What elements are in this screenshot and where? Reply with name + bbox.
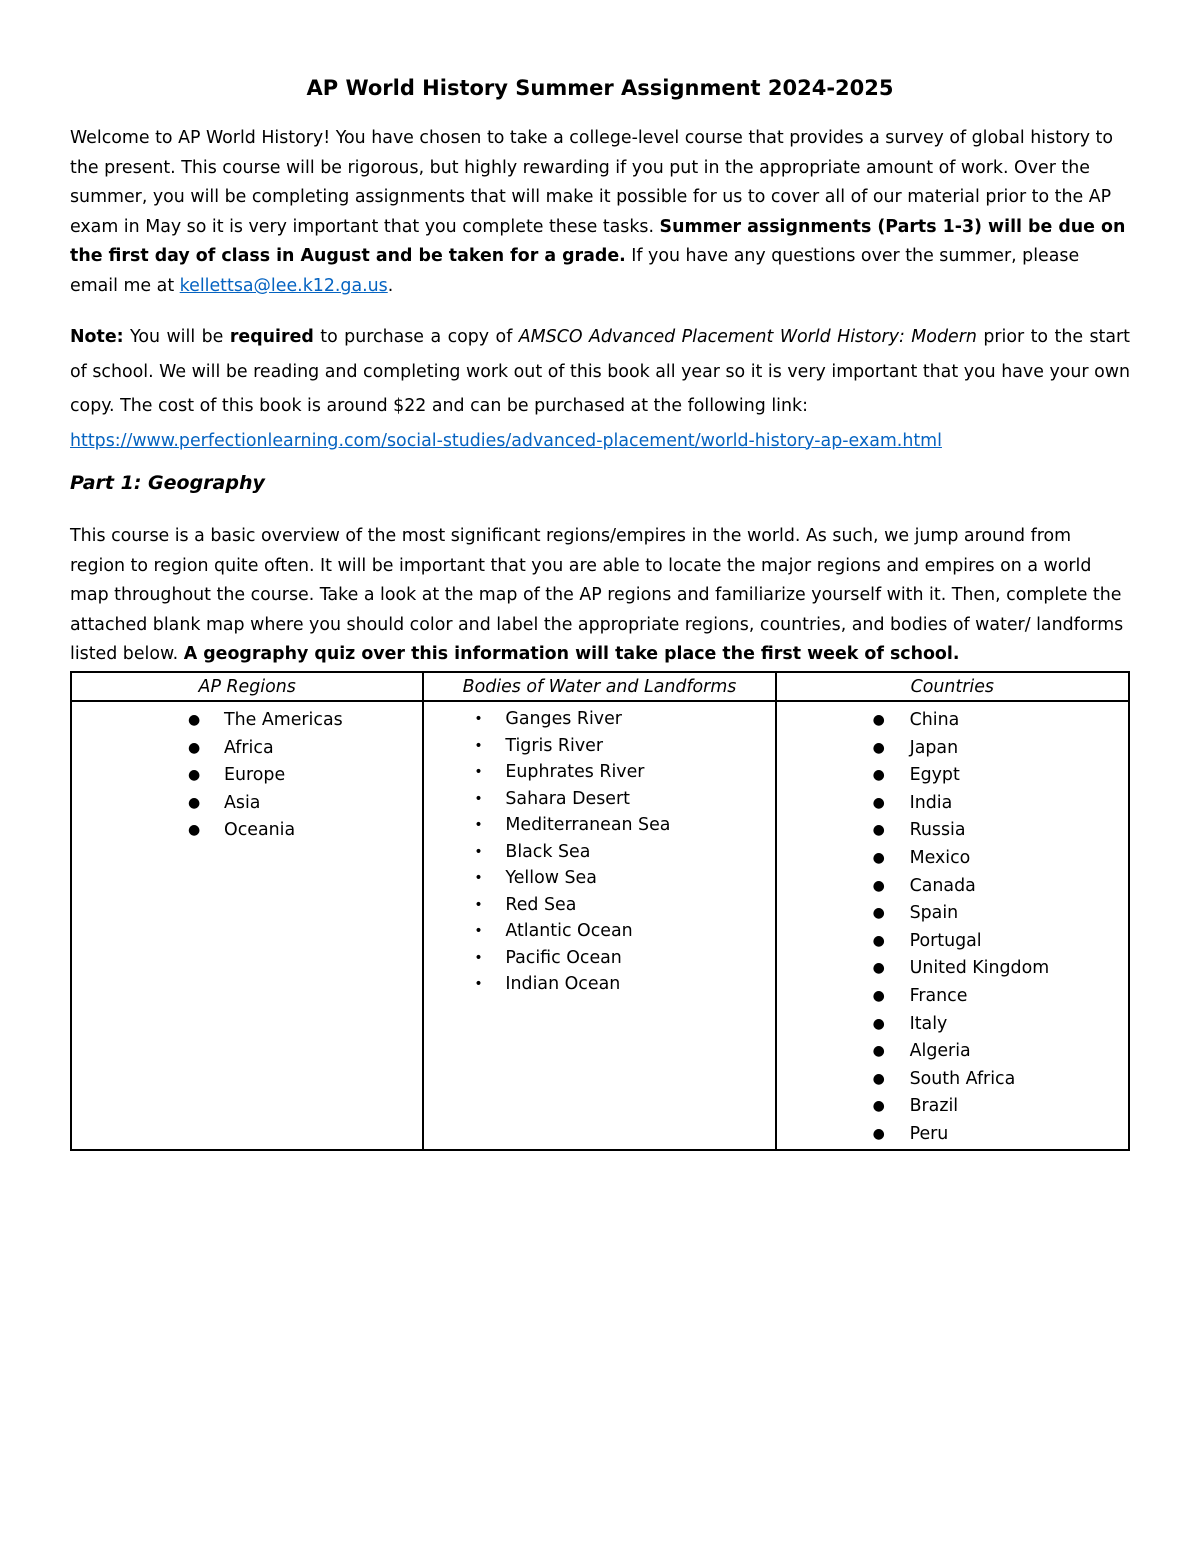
list-item	[777, 762, 1128, 790]
intro-text-1: Welcome to AP World History! You have chosen to take a college-level course that provides a survey of global history to the present. This course will be rigorous, but highly rewarding if you put in the appropriate amount of work. Over the summer, you will be completing assignments that will make it possible for us to cover all of our material prior to the AP exam in May so it is very important that you complete these tasks.	[70, 128, 1114, 237]
list-item	[424, 945, 774, 972]
regions-cell	[71, 701, 423, 1150]
list-item	[424, 839, 774, 866]
countries-cell	[776, 701, 1129, 1150]
geography-table	[70, 671, 1130, 1151]
note-book-title: AMSCO Advanced Placement World History: Modern	[518, 327, 977, 347]
note-required: required	[229, 327, 314, 347]
bullet-icon: •	[474, 817, 483, 833]
bullet-icon: •	[474, 976, 483, 992]
list-item	[777, 928, 1128, 956]
list-item	[777, 900, 1128, 928]
bullet-icon: ●	[872, 712, 885, 728]
list-item	[777, 1066, 1128, 1094]
list-item	[72, 735, 422, 763]
list-item-label: Africa	[224, 737, 274, 758]
list-item-label: Atlantic Ocean	[505, 921, 633, 941]
header-ap-regions: AP Regions	[71, 672, 423, 701]
intro-text-3: .	[387, 275, 394, 296]
list-item	[777, 873, 1128, 901]
part1-text: This course is a basic overview of the most significant regions/empires in the world. As such, we jump around from region to region quite often. It will be important that you are able to locate the major regions and empires on a world map throughout the course. Take a look at the map of the AP regions and familiarize yourself with it. Then, complete the attached blank map where you should color and label the appropriate regions, countries, and bodies of water/ landforms listed below.	[70, 526, 1124, 665]
list-item-label: Egypt	[909, 765, 960, 786]
note-text-2: to purchase a copy of	[313, 327, 519, 347]
note-paragraph	[70, 320, 1130, 458]
list-item	[424, 812, 774, 839]
list-item-label: Euphrates River	[505, 762, 645, 782]
bullet-icon: ●	[872, 877, 885, 894]
list-item	[777, 1093, 1128, 1121]
bullet-icon: •	[474, 870, 483, 886]
list-item-label: Brazil	[909, 1096, 959, 1117]
bullet-icon: ●	[872, 739, 885, 756]
bullet-icon: ●	[872, 987, 885, 1004]
header-countries: Countries	[776, 672, 1129, 701]
list-item	[777, 817, 1128, 845]
list-item-label: France	[909, 985, 968, 1006]
page-title: AP World History Summer Assignment 2024-2025	[306, 76, 894, 100]
bullet-icon: ●	[188, 739, 201, 756]
note-text-1: You will be	[123, 327, 230, 347]
list-item	[424, 786, 774, 813]
bullet-icon: ●	[872, 849, 885, 866]
part1-quiz-bold: A geography quiz over this information will take place the first week of school.	[183, 644, 960, 665]
list-item-label: India	[909, 792, 953, 813]
list-item	[777, 1038, 1128, 1066]
part1-paragraph	[70, 522, 1130, 670]
list-item-label: Black Sea	[505, 841, 591, 862]
list-item-label: The Americas	[224, 710, 343, 730]
book-purchase-link[interactable]: https://www.perfectionlearning.com/social-studies/advanced-placement/world-history-ap-exam.html	[70, 430, 942, 451]
bullet-icon: ●	[872, 905, 885, 922]
list-item-label: United Kingdom	[909, 958, 1050, 979]
list-item	[777, 735, 1128, 763]
list-item-label: Russia	[909, 820, 966, 841]
list-item-label: Mediterranean Sea	[505, 815, 671, 835]
list-item	[72, 762, 422, 790]
list-item-label: Europe	[224, 765, 286, 786]
bullet-icon: ●	[872, 767, 885, 784]
bullet-icon: •	[474, 843, 483, 860]
list-item	[777, 955, 1128, 983]
header-bodies-of-water: Bodies of Water and Landforms	[423, 672, 775, 701]
water-cell	[423, 701, 775, 1150]
list-item	[777, 845, 1128, 873]
list-item-label: Asia	[224, 792, 261, 813]
bullet-icon: •	[474, 711, 483, 727]
list-item-label: Italy	[909, 1013, 948, 1034]
bullet-icon: ●	[188, 794, 201, 811]
bullet-icon: •	[474, 949, 483, 966]
regions-list	[72, 702, 422, 845]
bullet-icon: ●	[872, 822, 885, 839]
bullet-icon: •	[474, 923, 483, 939]
list-item	[424, 918, 774, 945]
list-item-label: Mexico	[909, 847, 971, 868]
email-link[interactable]: kellettsa@lee.k12.ga.us	[179, 275, 388, 296]
bullet-icon: ●	[188, 822, 201, 839]
list-item-label: Algeria	[909, 1041, 971, 1062]
water-list	[424, 702, 774, 998]
list-item-label: South Africa	[909, 1068, 1016, 1089]
list-item-label: Japan	[909, 737, 959, 758]
note-label: Note:	[70, 327, 124, 347]
list-item	[424, 971, 774, 998]
list-item	[777, 707, 1128, 735]
bullet-icon: ●	[872, 1015, 885, 1032]
bullet-icon: •	[474, 764, 483, 780]
bullet-icon: ●	[872, 1125, 885, 1142]
bullet-icon: ●	[188, 712, 201, 728]
list-item-label: Indian Ocean	[505, 974, 621, 994]
intro-paragraph	[70, 124, 1130, 302]
list-item-label: Sahara Desert	[505, 788, 630, 809]
list-item	[72, 817, 422, 845]
countries-list	[777, 702, 1128, 1149]
bullet-icon: ●	[872, 794, 885, 811]
list-item-label: Yellow Sea	[505, 868, 597, 888]
list-item-label: Spain	[909, 903, 959, 924]
list-item-label: Tigris River	[505, 735, 603, 756]
bullet-icon: ●	[872, 1098, 885, 1115]
list-item	[777, 790, 1128, 818]
list-item	[424, 706, 774, 733]
list-item	[72, 707, 422, 735]
list-item	[777, 1011, 1128, 1039]
bullet-icon: ●	[188, 767, 201, 784]
table-header-row	[71, 672, 1129, 701]
list-item-label: Red Sea	[505, 894, 577, 915]
list-item-label: Pacific Ocean	[505, 947, 622, 968]
list-item	[777, 1121, 1128, 1149]
list-item-label: Peru	[909, 1123, 949, 1144]
part1-heading: Part 1: Geography	[70, 472, 265, 494]
list-item-label: Canada	[909, 875, 976, 896]
bullet-icon: •	[474, 896, 483, 913]
list-item	[424, 733, 774, 760]
intro-text-2: If you have any questions over the summer, please email me at	[70, 246, 1080, 296]
note-text-3: prior to the start of school. We will be reading and completing work out of this book all year so it is very important that you have your own copy. The cost of this book is around $22 and can be purchased at the following link:	[70, 327, 1130, 416]
list-item	[424, 759, 774, 786]
bullet-icon: •	[474, 737, 483, 754]
table-body-row	[71, 701, 1129, 1150]
list-item-label: Ganges River	[505, 709, 622, 729]
list-item	[72, 790, 422, 818]
list-item	[777, 983, 1128, 1011]
list-item-label: Oceania	[224, 820, 296, 841]
bullet-icon: ●	[872, 1043, 885, 1060]
list-item	[424, 892, 774, 919]
bullet-icon: ●	[872, 960, 885, 977]
intro-due-date-bold: Summer assignments (Parts 1-3) will be due on the first day of class in August and be taken for a grade.	[70, 216, 1126, 267]
list-item-label: China	[909, 710, 960, 730]
bullet-icon: ●	[872, 1070, 885, 1087]
bullet-icon: ●	[872, 932, 885, 949]
bullet-icon: •	[474, 790, 483, 807]
list-item	[424, 865, 774, 892]
list-item-label: Portugal	[909, 930, 982, 951]
